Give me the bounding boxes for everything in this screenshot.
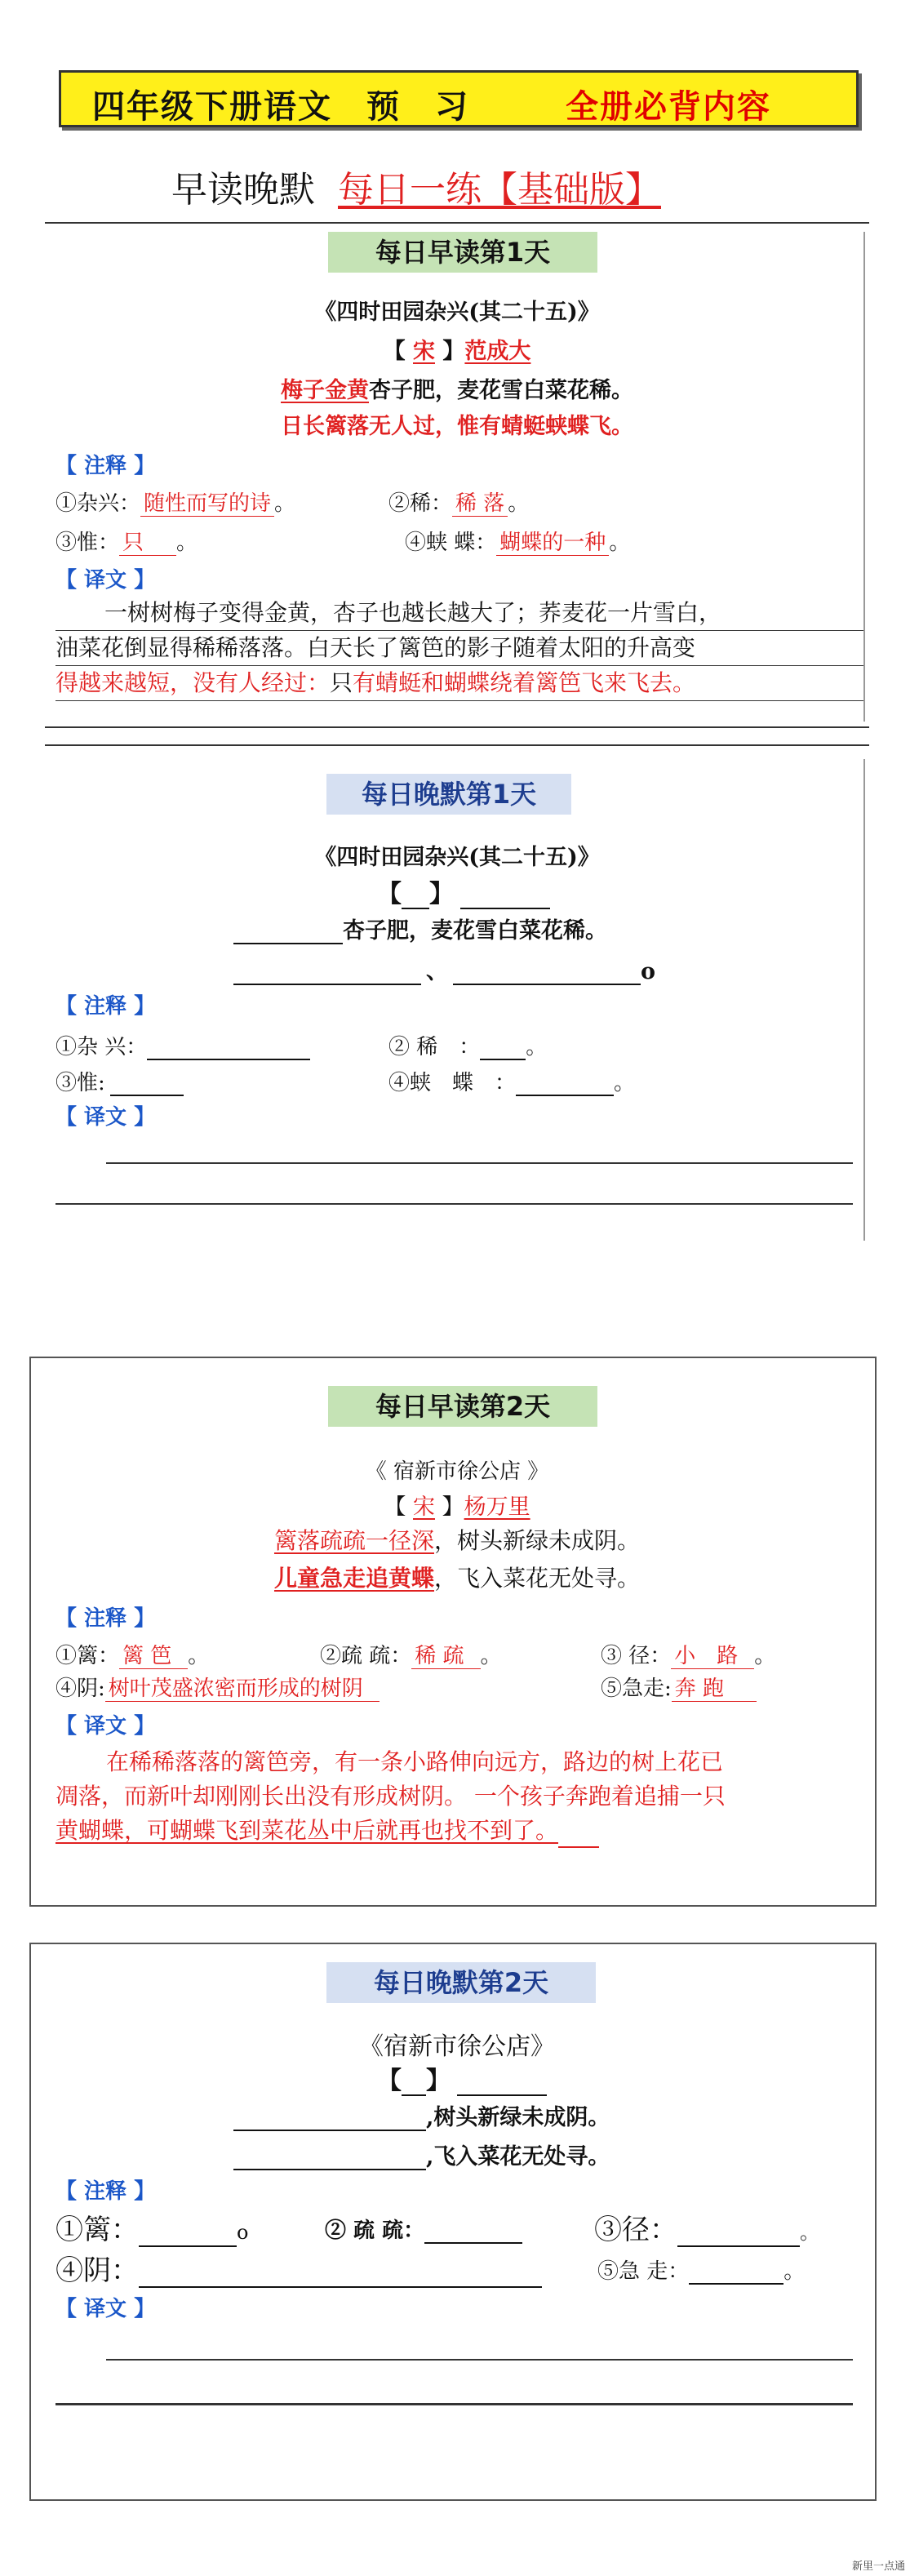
day1-read-tag: 每日早读第1天 [328,232,597,273]
day1-write-note-2: ② 稀 ： 。 [388,1035,548,1059]
day2-write-line1: ,树头新绿未成阴。 [233,2099,610,2131]
divider [45,726,869,728]
day1-write-note-1: ①杂 兴： [55,1030,310,1060]
day1-write-line1: 杏子肥，麦花雪白菜花稀。 [233,913,607,944]
day2-read-tag: 每日早读第2天 [328,1386,597,1427]
divider [45,744,869,746]
day2-write-note-label: 【 注释 】 [55,2179,156,2204]
day1-note-label: 【 注释 】 [55,454,156,478]
day2-poem-line2: 儿童急走追黄蝶，飞入菜花无处寻。 [273,1565,641,1592]
day1-write-tag: 每日晚默第1天 [326,774,571,815]
day2-note-5: ⑤急走: 奔 跑 [601,1672,757,1702]
day2-write-author: 【 】 [377,2060,547,2096]
day2-write-tag: 每日晚默第2天 [326,1962,596,2003]
day2-write-trans-label: 【 译文 】 [55,2297,156,2321]
day1-write-note-label: 【 注释 】 [55,994,156,1019]
day1-note-1: ①杂兴： 随性而写的诗 。 [55,491,296,516]
day2-poem-line1: 篱落疏疏一径深，树头新绿未成阴。 [273,1527,641,1554]
day2-write-note-5: ⑤急 走： 。 [597,2259,806,2284]
day2-author-line: 【 宋 】杨万里 [384,1495,530,1520]
day2-note-label: 【 注释 】 [55,1606,156,1631]
day1-write-title: 《四时田园杂兴(其二十五)》 [314,845,600,870]
day2-write-note-1: ①篱： o [55,2214,249,2246]
day2-write-line2: ,飞入菜花无处寻。 [233,2139,610,2170]
header-title: 四年级下册语文 预 习 [92,88,469,126]
day2-translation: 在稀稀落落的篱笆旁，有一条小路伸向远方，路边的树上花已 凋落，而新叶却刚刚长出没有形成树阴。 一个孩子奔跑着追捕一只 黄蝴蝶，可蝴蝶飞到菜花丛中后就再也找不到了。 [55,1745,855,1848]
day1-note-2: ②稀： 稀 落 。 [388,491,530,516]
day1-write-note-3: ③惟: [55,1066,184,1096]
header-highlight: 全册必背内容 [566,88,771,126]
answer-line [55,1203,853,1205]
day2-write-note-4: ④阴： [55,2248,542,2288]
day1-note-4: ④蛱 蝶： 蝴蝶的一种 。 [405,531,631,555]
day2-poem-title: 《 宿新市徐公店 》 [365,1459,549,1484]
answer-line [106,2359,853,2361]
day2-write-note-2: ② 疏 疏： [325,2214,522,2244]
day1-write-border [863,759,865,1241]
header-banner [59,70,859,127]
answer-line [55,2403,853,2405]
day1-author-line: 【 宋 】范成大 [383,339,531,364]
day1-poem-title: 《四时田园杂兴(其二十五)》 [314,300,600,325]
day1-write-trans-label: 【 译文 】 [55,1105,156,1130]
day2-note-4: ④阴: 树叶茂盛浓密而形成的树阴 [55,1672,380,1702]
day2-note-3: ③ 径： 小 路 。 [601,1644,776,1668]
page-subtitle: 早读晚默 每日一练【基础版】 [171,169,661,211]
day1-poem-line1: 梅子金黄杏子肥，麦花雪白菜花稀。 [281,378,633,403]
day2-note-2: ②疏 疏： 稀 疏 。 [320,1644,502,1668]
answer-line [106,1162,853,1164]
day1-trans-label: 【 译文 】 [55,568,156,593]
day1-border [863,232,865,722]
day1-note-3: ③惟： 只 。 [55,531,198,555]
day1-translation: 一树树梅子变得金黄，杏子也越长越大了；荞麦花一片雪白， 油菜花倒显得稀稀落落。白天长了篱笆的影子随着太阳的升高变 得越来越短，没有人经过：只有蜻蜓和蝴蝶绕着篱笆飞来飞去。 [55,596,863,701]
day1-write-line2: 、 o [233,953,655,985]
day1-poem-line2: 日长篱落无人过，惟有蜻蜓蛱蝶飞。 [281,414,633,439]
day1-write-note-4: ④蛱 蝶 ： 。 [388,1071,636,1095]
day2-write-title: 《宿新市徐公店》 [359,2032,555,2061]
divider [45,222,869,224]
day2-note-1: ①篱： 篱 笆 。 [55,1644,210,1668]
footer-watermark: 新里一点通 [851,2560,905,2573]
day1-write-author: 【 】 [377,873,550,909]
day2-write-note-3: ③径： 。 [594,2214,819,2246]
day2-trans-label: 【 译文 】 [55,1714,156,1739]
